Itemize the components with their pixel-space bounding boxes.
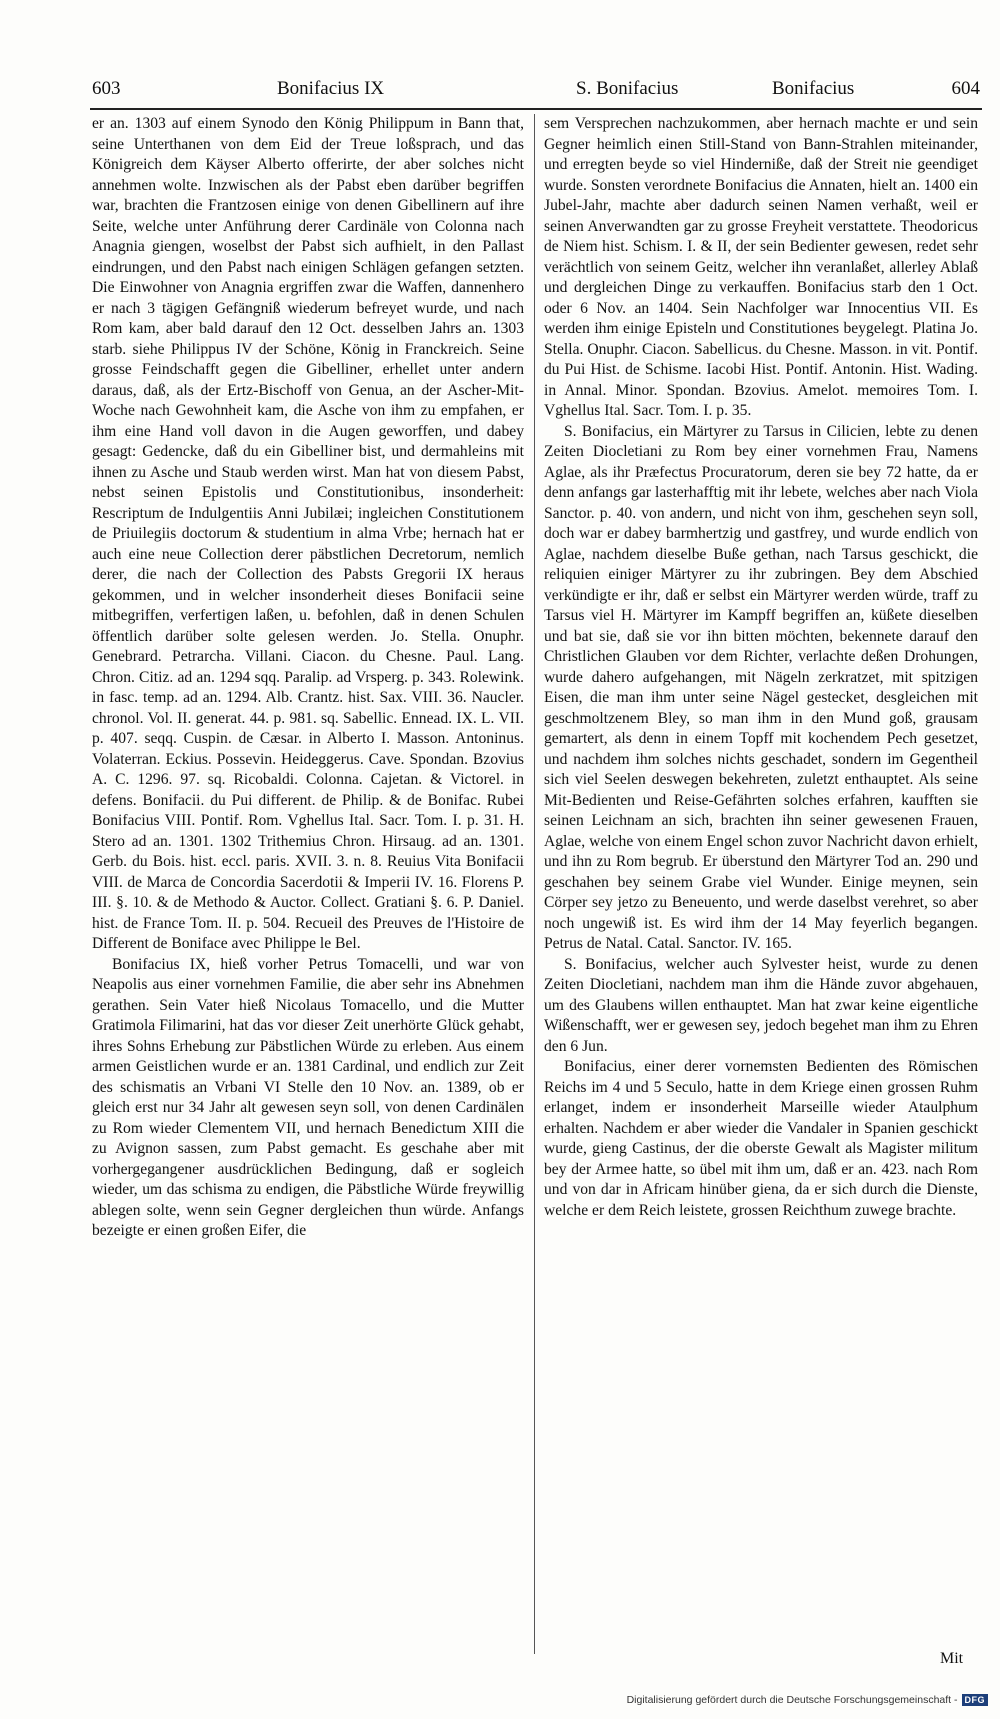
page-number-left: 603 xyxy=(92,78,121,99)
catchword: Mit xyxy=(940,1650,964,1667)
footer-credit: Digitalisierung gefördert durch die Deutsche Forschungsgemeinschaft - xyxy=(626,1694,958,1706)
running-header xyxy=(92,78,980,112)
dfg-logo: DFG xyxy=(962,1694,989,1706)
right-column xyxy=(544,114,978,1649)
right-paragraph-1: sem Versprechen nachzukommen, aber hernach machte er und sein Gegner heimlich einen Still-Stand von Bann-Strahlen miteinander, und erregten beyde so viel Hinderniße, daß der Streit nie geendiget wurde. Sonsten verordnete Bonifacius die Annaten, hielt an. 1400 ein Jubel-Jahr, machte aber dadurch seinen Namen verhaßt, weil er seinen Anverwandten gar zu grosse Freyheit verstattete. Theodoricus de Niem hist. Schism. I. & II, der sein Bedienter gewesen, redet sehr verächtlich von seinem Geitz, welcher ihn veranlaßet, allerley Ablaß und dergleichen Dinge zu verkauffen. Bonifacius starb den 1 Oct. oder 6 Nov. an 1404. Sein Nachfolger war Innocentius VII. Es werden ihm einige Episteln und Constitutiones beygelegt. Platina Jo. Stella. Onuphr. Ciacon. Sabellicus. du Chesne. Masson. in vit. Pontif. du Pui Hist. de Schisme. Iacobi Hist. Pontif. Antonin. Hist. Wading. in Annal. Minor. Spondan. Bzovius. Amelot. memoires Tom. I. Vghellus Ital. Sacr. Tom. I. p. 35. xyxy=(544,115,978,419)
running-title-left: Bonifacius IX xyxy=(277,78,385,99)
column-divider xyxy=(534,114,535,1654)
running-title-right: Bonifacius xyxy=(772,78,855,99)
right-paragraph-2: S. Bonifacius, ein Märtyrer zu Tarsus in Cilicien, lebte zu denen Zeiten Diocletiani zu Rom bey einer vornehmen Frau, Namens Aglae, als ihr Præfectus Procuratorum, deren sie bey 72 hatte, da er denn anfangs gar lasterhafftig mit ihr lebete, welches aber nach Viola Sanctor. p. 40. von andern, und nicht von ihm, geschehen seyn soll, doch war er dabey barmhertzig und gastfrey, und wurde endlich von Aglae, nachdem dieselbe Buße gethan, nach Tarsus geschickt, die reliquien einiger Märtyrer zu ihr zubringen. Bey dem Abschied verkündigte er ihr, daß er selbst ein Märtyrer werden würde, traff zu Tarsus viel H. Märtyrer im Kampff begriffen an, küßete dieselben und bat sie, daß sie vor ihn bitten möchten, bekennete darauf den Christlichen Glauben vor dem Richter, verlachte deßen Drohungen, wurde dahero aufgehangen, mit Nägeln zerkratzet, mit spitzigen Eisen, die man ihm unter seine Nägel gestecket, desgleichen mit geschmoltzenem Bley, so man ihm in den Mund goß, grausam gemartert, als denn in einem Topff mit kochendem Pech gesetzet, und nachdem ihm solches nichts geschadet, sondern im Gegentheil sich viel Seelen deswegen bekehreten, zuletzt enthauptet. Als seine Mit-Bedienten und Reise-Gefährten solches erfahren, kaufften sie seinen Leichnam an sich, brachten ihn seiner gewesenen Frauen, Aglae, welche von einem Engel schon zuvor Nachricht davon erhielt, und ihn zu Rom begrub. Er überstund den Märtyrer Tod an. 290 und geschahen bey seinem Grabe viel Wunder. Einige meynen, sein Cörper sey jetzo zu Beneuento, und werde daselbst verehret, so aber noch ungewiß ist. Es wird ihm der 14 May feyerlich begangen. Petrus de Natal. Catal. Sanctor. IV. 165. xyxy=(544,422,978,952)
right-paragraph-3: S. Bonifacius, welcher auch Sylvester heist, wurde zu denen Zeiten Diocletiani, nachdem man ihm die Hände zuvor abgehauen, um des Glaubens willen enthauptet. Man hat zwar keine eigentliche Wißenschafft, wer er gewesen sey, jedoch begehet man ihm zu Ehren den 6 Jun. xyxy=(544,955,978,1055)
right-paragraph-4: Bonifacius, einer derer vornemsten Bedienten des Römischen Reichs im 4 und 5 Seculo, hatte in dem Kriege einen grossen Ruhm erlanget, indem er insonderheit Marseille wieder Ataulphum erhalten. Nachdem er aber wieder die Vandaler in Spanien geschickt wurde, gieng Castinus, der die oberste Gewalt als Magister militum bey der Armee hatte, so übel mit ihm um, daß er an. 423. nach Rom und von dar in Africam hinüber giena, da er sich durch die Dienste, welche er dem Reich leistete, grossen Reichthum zuwege brachte. xyxy=(544,1058,978,1219)
page-number-right: 604 xyxy=(951,78,980,99)
left-paragraph-1: er an. 1303 auf einem Synodo den König Philippum in Bann that, seine Unterthanen von dem Eid der Treue loßsprach, und das Königreich dem Käyser Alberto offerirte, der aber solches nicht annehmen wolte. Inzwischen als der Pabst eben darüber begriffen war, brachten die Frantzosen einige von denen Gibellinern auf ihre Seite, welche unter Anführung derer Cardinäle von Colonna nach Anagnia giengen, woselbst der Pabst sich aufhielt, in den Pallast eindrungen, und den Pabst nach einigen Schlägen gefangen setzten. Die Einwohner von Anagnia ergriffen zwar die Waffen, dannenhero er nach 3 tägigen Gefängniß wiederum befreyet wurde, und nach Rom kam, aber bald darauf den 12 Oct. desselben Jahrs an. 1303 starb. siehe Philippus IV der Schöne, König in Franckreich. Seine grosse Feindschafft gegen die Gibelliner, erhellet unter andern daraus, daß, als der Ertz-Bischoff von Genua, an der Ascher-Mit-Woche nach Gewohnheit kam, die Asche von ihm zu empfahen, er ihm eine Hand voll davon in die Augen geworffen, und dabey gesagt: Gedencke, daß du ein Gibelliner bist, und dermahleins mit ihnen zu Asche und Staub werden wirst. Man hat von diesem Pabst, nebst seinen Epistolis und Constitutionibus, insonderheit: Rescriptum de Indulgentiis Anni Jubilæi; ingleichen Constitutionem de Priuilegiis doctorum & studentium in alma Vrbe; hernach hat er auch eine neue Collection derer päbstlichen Decretorum, nemlich derer, die nach der Collection des Pabsts Gregorii IX heraus gekommen, und in welcher insonderheit dieses Bonifacii seine mitbegriffen, verfertigen laßen, u. befohlen, daß in denen Schulen öffentlich darüber solte gelesen werden. Jo. Stella. Onuphr. Genebrard. Petrarcha. Villani. Ciacon. du Chesne. Paul. Lang. Chron. Citiz. ad an. 1294 sqq. Paralip. ad Vrsperg. p. 343. Rolewink. in fasc. temp. ad an. 1294. Alb. Crantz. hist. Sax. VIII. 36. Naucler. chronol. Vol. II. generat. 44. p. 981. sq. Sabellic. Ennead. IX. L. VII. p. 407. seqq. Cuspin. de Cæsar. in Alberto I. Masson. Antoninus. Volaterran. Eckius. Possevin. Heideggerus. Cave. Spondan. Bzovius A. C. 1296. 97. sq. Ricobaldi. Colonna. Cajetan. & Victorel. in defens. Bonifacii. du Pui different. de Philip. & de Bonifac. Rubei Bonifacius VIII. Pontif. Rom. Vghellus Ital. Sacr. Tom. I. p. 31. H. Stero ad an. 1301. 1302 Trithemius Chron. Hirsaug. ad an. 1301. Gerb. du Bois. hist. eccl. paris. XVII. 3. n. 8. Reuius Vita Bonifacii VIII. de Marca de Concordia Sacerdotii & Imperii IV. 16. Florens P. III. §. 10. & de Methodo & Auctor. Collect. Gratiani §. 6. P. Daniel. hist. de France Tom. II. p. 504. Recueil des Preuves de l'Histoire de Different de Boniface avec Philippe le Bel. xyxy=(92,115,524,952)
digitization-footer xyxy=(627,1694,988,1706)
header-rule xyxy=(90,108,982,110)
left-column xyxy=(92,114,524,1649)
left-paragraph-2: Bonifacius IX, hieß vorher Petrus Tomacelli, und war von Neapolis aus einer vornehmen Familie, die aber sehr ins Abnehmen gerathen. Sein Vater hieß Nicolaus Tomacello, und die Mutter Gratimola Filimarini, hat das vor dieser Zeit unerhörte Glück gehabt, ihres Sohns Erhebung zur Päbstlichen Würde zu erleben. Aus einem armen Geistlichen wurde er an. 1381 Cardinal, und endlich zur Zeit des schismatis an Vrbani VI Stelle den 10 Nov. an. 1389, ob er gleich erst nur 34 Jahr alt gewesen seyn soll, von denen Cardinälen zu Rom wieder Clementem VII, und hernach Benedictum XIII die zu Avignon sassen, zum Pabst gemacht. Es geschahe aber mit vorhergegangener ausdrücklichen Bedingung, daß er sogleich wieder, um das schisma zu endigen, die Päbstliche Würde freywillig ablegen solte, wenn sein Gegner dergleichen thun würde. Anfangs bezeigte er einen großen Eifer, die xyxy=(92,955,524,1239)
running-title-middle: S. Bonifacius xyxy=(576,78,679,99)
